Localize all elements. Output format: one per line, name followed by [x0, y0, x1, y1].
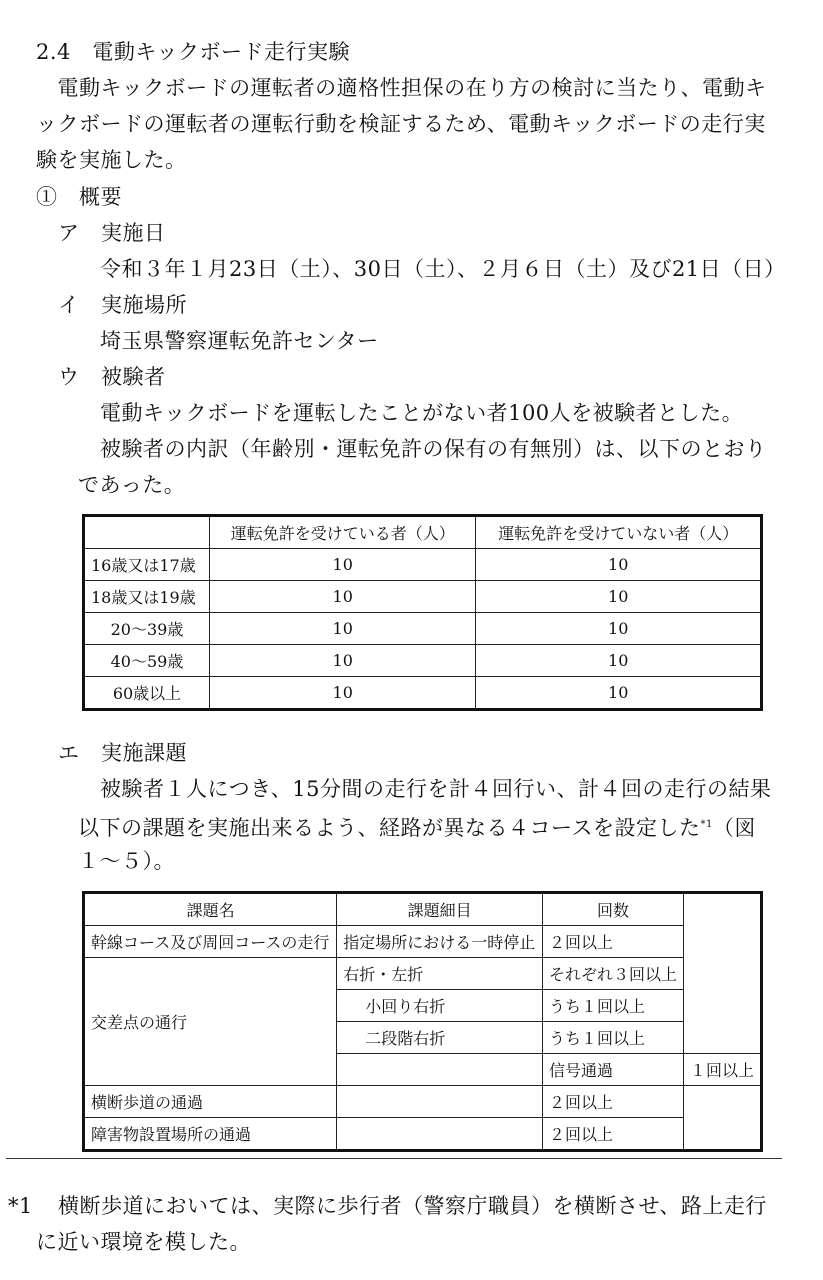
task-count-cell: ２回以上	[542, 1118, 683, 1151]
task-detail-cell	[337, 1086, 543, 1118]
unlicensed-count-cell: 10	[476, 677, 762, 710]
section-heading: 2.4 電動キックボード走行実験	[36, 40, 350, 64]
intro-line-2: ックボードの運転者の運転行動を検証するため、電動キックボードの走行実	[36, 112, 766, 136]
footnote-divider	[6, 1158, 782, 1159]
table-header-cell: 運転免許を受けていない者（人）	[476, 516, 762, 549]
licensed-count-cell: 10	[210, 677, 476, 710]
task-count-cell: １回以上	[683, 1054, 761, 1086]
overview-heading: ① 概要	[36, 185, 122, 209]
subjects-table	[82, 514, 763, 711]
item-u-body-2: 被験者の内訳（年齢別・運転免許の保有の有無別）は、以下のとおり	[100, 437, 767, 461]
table-header-row	[84, 893, 762, 926]
task-name-cell: 横断歩道の通過	[84, 1086, 337, 1118]
task-count-cell: うち１回以上	[542, 990, 683, 1022]
task-count-cell: ２回以上	[542, 1086, 683, 1118]
empty-cell	[337, 1054, 543, 1086]
unlicensed-count-cell: 10	[476, 581, 762, 613]
unlicensed-count-cell: 10	[476, 613, 762, 645]
licensed-count-cell: 10	[210, 549, 476, 581]
table-row	[84, 958, 762, 990]
table-header-cell: 回数	[542, 893, 683, 926]
task-detail-cell: 二段階右折	[337, 1022, 543, 1054]
age-group-cell: 20～39歳	[84, 613, 210, 645]
unlicensed-count-cell: 10	[476, 549, 762, 581]
item-e-body-2-tail: （図	[712, 816, 756, 840]
item-e-body-2	[78, 811, 756, 842]
table-row	[84, 1086, 762, 1118]
task-name-cell: 交差点の通行	[84, 958, 337, 1086]
task-count-cell: それぞれ３回以上	[542, 958, 683, 990]
item-u-body-1: 電動キックボードを運転したことがない者100人を被験者とした。	[100, 401, 744, 425]
item-e-body-2-text: 以下の課題を実施出来るよう、経路が異なる４コースを設定した	[78, 816, 701, 840]
task-name-cell: 幹線コース及び周回コースの走行	[84, 926, 337, 958]
intro-line-3: 験を実施した。	[36, 148, 187, 172]
table-header-cell: 運転免許を受けている者（人）	[210, 516, 476, 549]
item-a-body: 令和３年１月23日（土）、30日（土）、２月６日（土）及び21日（日）	[100, 257, 786, 281]
task-name-cell: 障害物設置場所の通過	[84, 1118, 337, 1151]
table-header-row	[84, 516, 762, 549]
table-row	[84, 613, 762, 645]
footnote-mark: *1	[8, 1194, 33, 1218]
table-row	[84, 926, 762, 958]
table-header-cell: 課題名	[84, 893, 337, 926]
task-detail-cell: 右折・左折	[337, 958, 543, 990]
age-group-cell: 18歳又は19歳	[84, 581, 210, 613]
task-detail-cell: 小回り右折	[337, 990, 543, 1022]
table-header-cell	[84, 516, 210, 549]
task-count-cell: ２回以上	[542, 926, 683, 958]
item-a-heading: ア 実施日	[58, 221, 166, 245]
task-detail-cell: 信号通過	[542, 1054, 683, 1086]
item-e-body-1: 被験者１人につき、15分間の走行を計４回行い、計４回の走行の結果	[100, 777, 772, 801]
task-count-cell: うち１回以上	[542, 1022, 683, 1054]
age-group-cell: 16歳又は17歳	[84, 549, 210, 581]
intro-line-1: 電動キックボードの運転者の適格性担保の在り方の検討に当たり、電動キ	[36, 76, 767, 100]
table-row	[84, 677, 762, 710]
licensed-count-cell: 10	[210, 613, 476, 645]
item-e-body-3: １～５）。	[78, 849, 175, 873]
item-e-heading: エ 実施課題	[58, 741, 187, 765]
table-header-cell: 課題細目	[337, 893, 543, 926]
task-detail-cell	[337, 1118, 543, 1151]
item-i-body: 埼玉県警察運転免許センター	[100, 329, 379, 353]
footnote-reference: *1	[700, 819, 713, 830]
table-row	[84, 1118, 762, 1151]
tasks-table	[82, 891, 763, 1152]
task-detail-cell: 指定場所における一時停止	[337, 926, 543, 958]
table-row	[84, 645, 762, 677]
licensed-count-cell: 10	[210, 645, 476, 677]
age-group-cell: 60歳以上	[84, 677, 210, 710]
item-u-heading: ウ 被験者	[58, 365, 166, 389]
age-group-cell: 40～59歳	[84, 645, 210, 677]
item-i-heading: イ 実施場所	[58, 293, 187, 317]
licensed-count-cell: 10	[210, 581, 476, 613]
item-u-body-3: であった。	[78, 473, 186, 497]
table-row	[84, 581, 762, 613]
footnote-line-2: に近い環境を模した。	[36, 1230, 251, 1254]
unlicensed-count-cell: 10	[476, 645, 762, 677]
table-row	[84, 549, 762, 581]
footnote-line-1: 横断歩道においては、実際に歩行者（警察庁職員）を横断させ、路上走行	[58, 1194, 767, 1218]
